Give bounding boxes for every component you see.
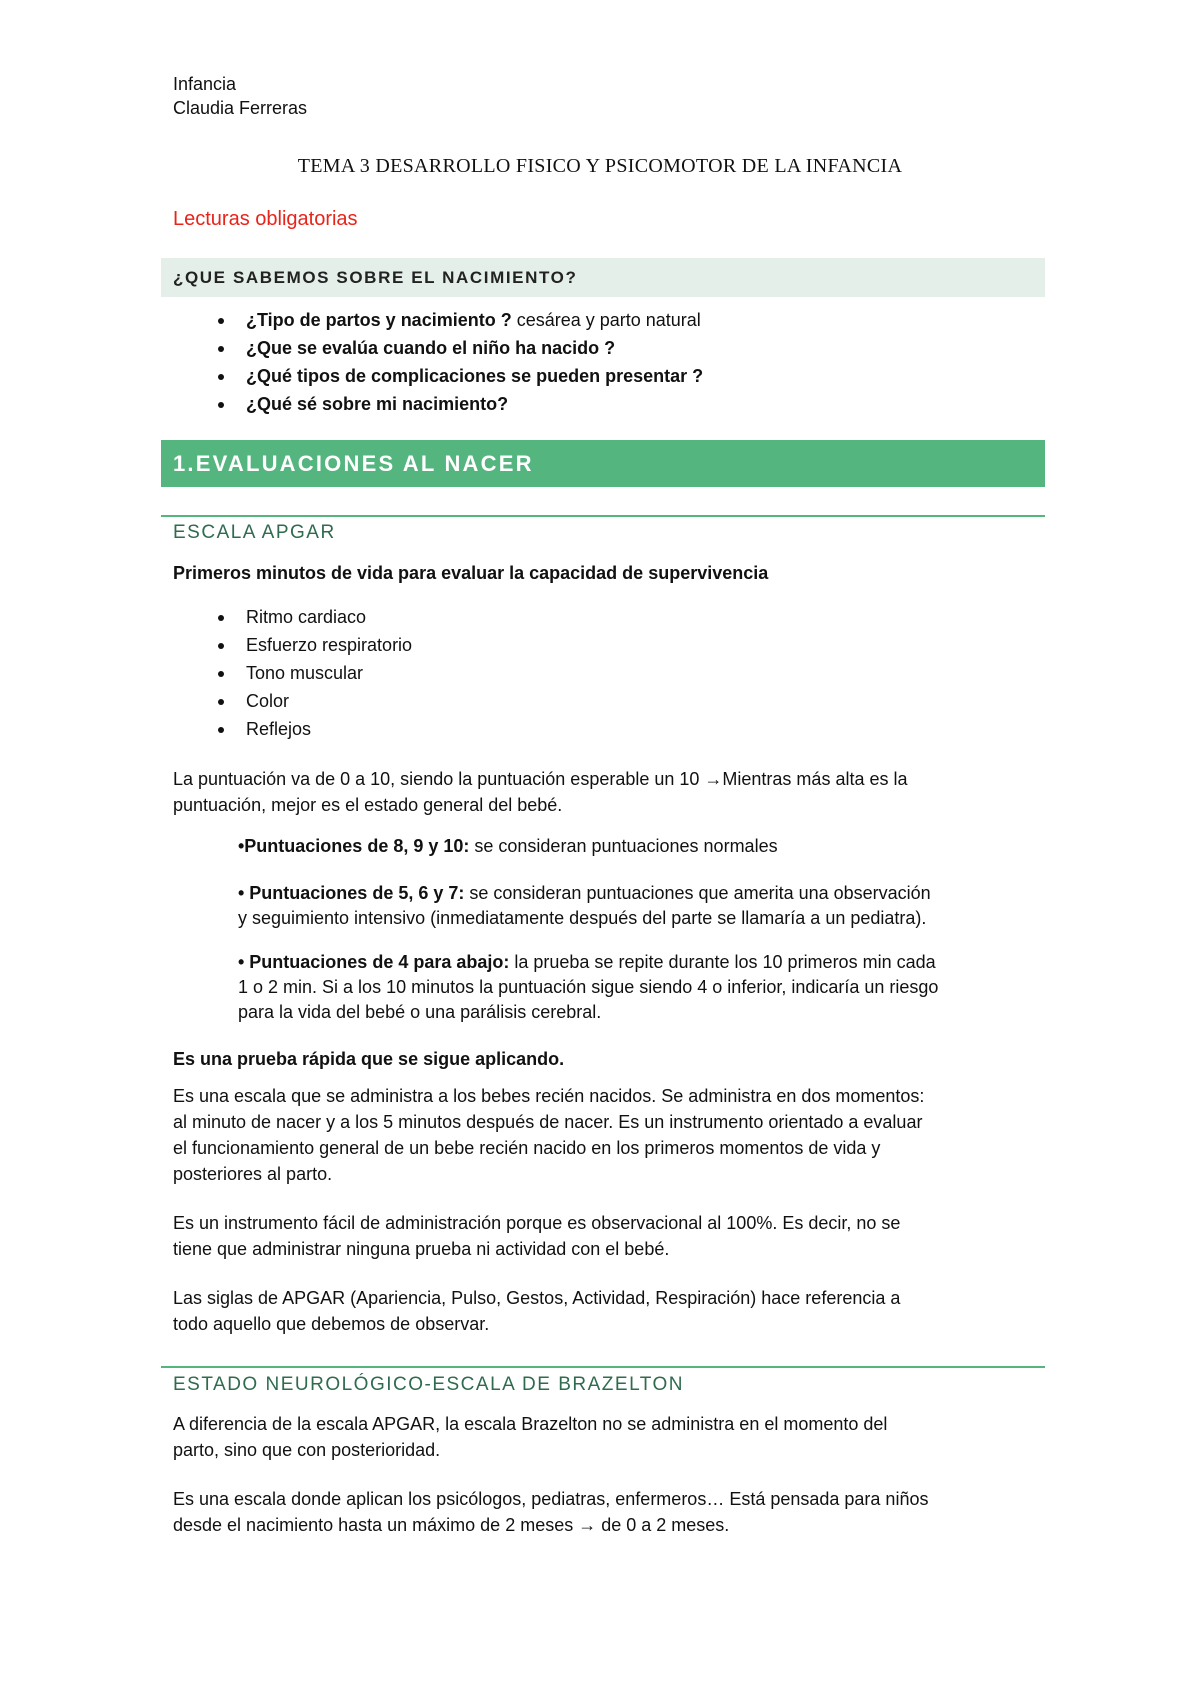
bullet-icon: [218, 615, 224, 621]
bullet-icon: [218, 374, 224, 380]
list-item: Tono muscular: [173, 659, 1050, 687]
bullet-icon: [218, 318, 224, 324]
divider: [161, 1366, 1045, 1368]
header-author: Claudia Ferreras: [173, 98, 308, 118]
bullet-icon: [218, 671, 224, 677]
list-item: ¿Tipo de partos y nacimiento ? cesárea y parto natural: [173, 306, 1050, 334]
brazelton-heading: ESTADO NEUROLÓGICO-ESCALA DE BRAZELTON: [173, 1374, 684, 1395]
list-item: ¿Qué sé sobre mi nacimiento?: [173, 390, 1050, 418]
list-item: Esfuerzo respiratorio: [173, 631, 1050, 659]
quick-test-note: Es una prueba rápida que se sigue aplicando.: [173, 1049, 565, 1069]
divider: [161, 515, 1045, 517]
list-item: Reflejos: [173, 715, 1050, 743]
apgar-paragraph-3: Las siglas de APGAR (Apariencia, Pulso, Gestos, Actividad, Respiración) hace referencia a todo aquello que debemos de observar.: [173, 1288, 901, 1334]
list-item: Ritmo cardiaco: [173, 603, 1050, 631]
score-range-normal: •Puntuaciones de 8, 9 y 10: se consideran puntuaciones normales: [238, 836, 778, 856]
scoring-paragraph: La puntuación va de 0 a 10, siendo la puntuación esperable un 10 →Mientras más alta es la puntuación, mejor es el estado general del bebé.: [173, 769, 908, 815]
score-range-medium: • Puntuaciones de 5, 6 y 7: se consideran puntuaciones que amerita una observación y seguimiento intensivo (inmediatamente después del parte se llamaría a un pediatra).: [238, 883, 931, 928]
apgar-criteria-list: [173, 603, 1050, 743]
apgar-paragraph-1: Es una escala que se administra a los bebes recién nacidos. Se administra en dos momentos: al minuto de nacer y a los 5 minutos después de nacer. Es un instrumento orientado a evaluar el funcionamiento general de un bebe recién nacido en los primeros momentos de vida y posteriores al parto.: [173, 1086, 925, 1184]
page-title: TEMA 3 DESARROLLO FISICO Y PSICOMOTOR DE LA INFANCIA: [297, 155, 903, 177]
bullet-icon: [218, 727, 224, 733]
apgar-intro: Primeros minutos de vida para evaluar la capacidad de supervivencia: [173, 563, 769, 583]
header-subject: Infancia: [173, 74, 237, 94]
apgar-paragraph-2: Es un instrumento fácil de administración porque es observacional al 100%. Es decir, no se tiene que administrar ninguna prueba ni actividad con el bebé.: [173, 1213, 901, 1259]
readings-label: Lecturas obligatorias: [173, 208, 358, 230]
section-heading: 1.EVALUACIONES AL NACER: [161, 440, 1045, 487]
question-box-heading: ¿QUE SABEMOS SOBRE EL NACIMIENTO?: [161, 258, 1045, 297]
bullet-icon: [218, 699, 224, 705]
score-range-low: • Puntuaciones de 4 para abajo: la prueba se repite durante los 10 primeros min cada 1 o 2 min. Si a los 10 minutos la puntuación sigue siendo 4 o inferior, indicaría un riesgo para la vida del bebé o una parálisis cerebral.: [238, 952, 939, 1022]
bullet-icon: [218, 402, 224, 408]
list-item: Color: [173, 687, 1050, 715]
brazelton-paragraph-1: A diferencia de la escala APGAR, la escala Brazelton no se administra en el momento del parto, sino que con posterioridad.: [173, 1414, 888, 1460]
bullet-icon: [218, 346, 224, 352]
apgar-heading: ESCALA APGAR: [173, 522, 336, 543]
list-item: ¿Que se evalúa cuando el niño ha nacido ?: [173, 334, 1050, 362]
list-item: ¿Qué tipos de complicaciones se pueden presentar ?: [173, 362, 1050, 390]
bullet-icon: [218, 643, 224, 649]
question-list: [173, 306, 1050, 418]
brazelton-paragraph-2: Es una escala donde aplican los psicólogos, pediatras, enfermeros… Está pensada para niños desde el nacimiento hasta un máximo de 2 meses → de 0 a 2 meses.: [173, 1489, 929, 1535]
